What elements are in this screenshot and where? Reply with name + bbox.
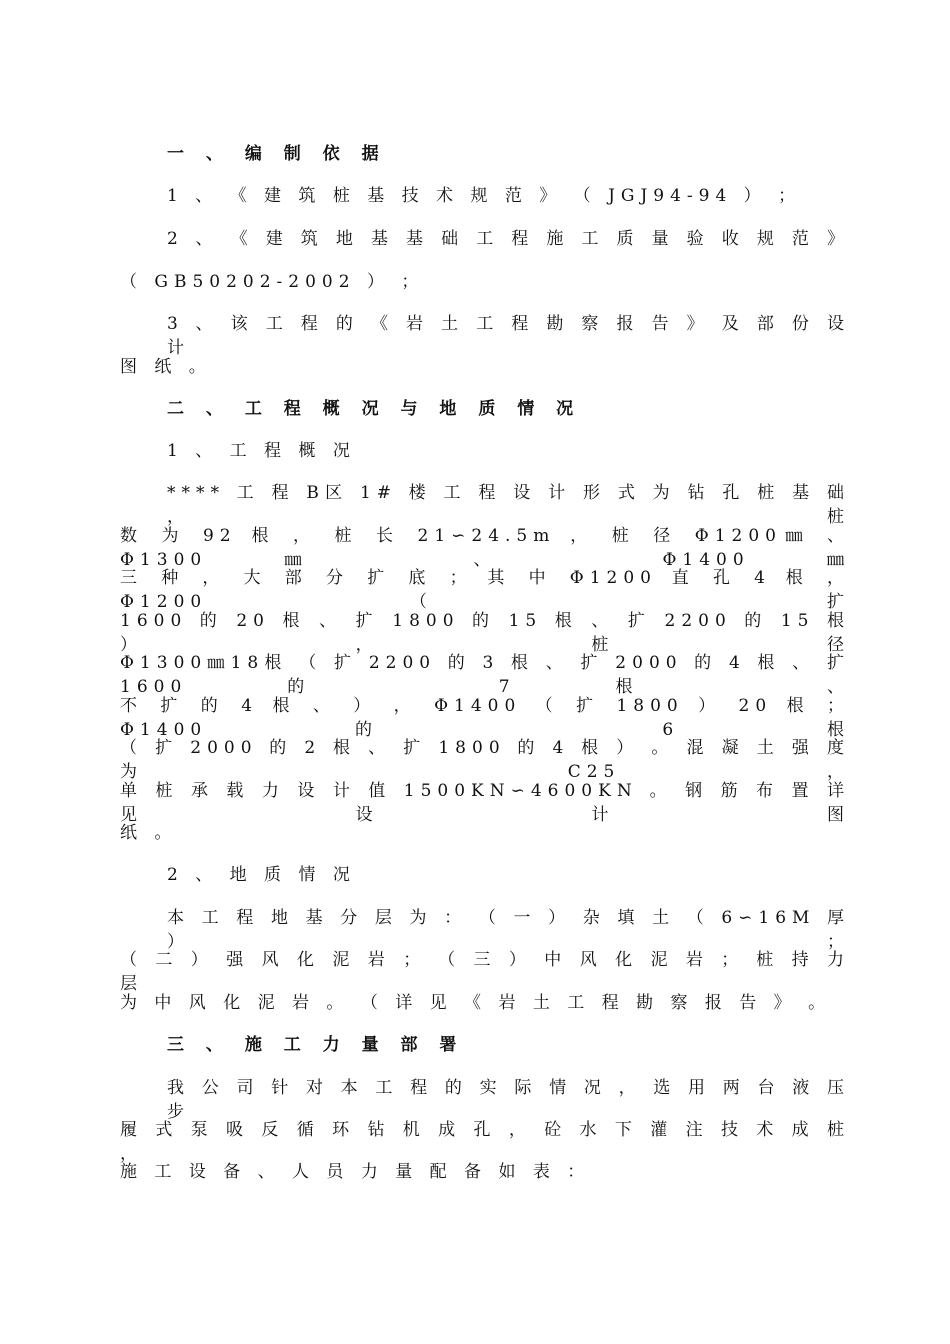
project-paragraph-line: （ 扩 2000 的 2 根 、 扩 1800 的 4 根 ） 。 混 凝 土 强 度 为 C25， <box>120 738 850 782</box>
project-paragraph-line: 单 桩 承 载 力 设 计 值 1500KN∽4600KN 。 钢 筋 布 置 详 见 设 计 图 <box>120 781 850 825</box>
section-heading-2: 二 、 工 程 概 况 与 地 质 情 况 <box>167 399 582 419</box>
project-paragraph-line: Φ1300㎜18根 （ 扩 2200 的 3 根 、 扩 2000 的 4 根 、 扩 1600 的 7 根 、 <box>120 653 850 697</box>
basis-item-3: 3 、 该 工 程 的 《 岩 土 工 程 勘 察 报 告 》 及 部 份 设 计 <box>167 314 850 358</box>
basis-item-3-cont: 图 纸 。 <box>120 357 212 377</box>
project-paragraph-line: 1600 的 20 根 、 扩 1800 的 15 根 、 扩 2200 的 15 根 ） ， 桩 径 <box>120 611 850 655</box>
subsection-heading-geology: 2 、 地 质 情 况 <box>167 865 356 885</box>
basis-item-1: 1 、 《 建 筑 桩 基 技 术 规 范 》 （ JGJ94-94 ） ； <box>167 186 802 206</box>
geology-paragraph-line: 为 中 风 化 泥 岩 。 （ 详 见 《 岩 土 工 程 勘 察 报 告 》 。 <box>120 993 832 1013</box>
basis-item-2: 2 、 《 建 筑 地 基 基 础 工 程 施 工 质 量 验 收 规 范 》 <box>167 229 850 249</box>
project-paragraph-line: 三 种 ， 大 部 分 扩 底 ； 其 中 Φ1200 直 孔 4 根 ， Φ1200 （ 扩 <box>120 568 850 612</box>
section-heading-1: 一 、 编 制 依 据 <box>167 144 387 164</box>
basis-item-2-cont: （ GB50202-2002 ） ； <box>120 272 425 292</box>
deployment-paragraph-line: 履 式 泵 吸 反 循 环 钻 机 成 孔 ， 砼 水 下 灌 注 技 术 成 桩 ， <box>120 1120 850 1164</box>
section-heading-3: 三 、 施 工 力 量 部 署 <box>167 1035 465 1055</box>
geology-paragraph-line: 本 工 程 地 基 分 层 为 ： （ 一 ） 杂 填 土 （ 6∽16M 厚 ）； <box>167 908 850 952</box>
deployment-paragraph-line: 我 公 司 针 对 本 工 程 的 实 际 情 况 ， 选 用 两 台 液 压 步 <box>167 1078 850 1122</box>
project-paragraph-line: 数 为 92 根 ， 桩 长 21∽24.5m ， 桩 径 Φ1200㎜ 、 Φ1300㎜ 、 Φ1400㎜ <box>120 526 850 570</box>
project-paragraph-line: 不 扩 的 4 根 、 ） ， Φ1400 （ 扩 1800 ） 20 根 ； Φ1400 的 6 根 <box>120 696 850 740</box>
subsection-heading-project: 1 、 工 程 概 况 <box>167 441 356 461</box>
geology-paragraph-line: （ 二 ） 强 风 化 泥 岩 ； （ 三 ） 中 风 化 泥 岩 ； 桩 持 力 层 <box>120 950 850 994</box>
project-paragraph-line: 纸 。 <box>120 823 178 843</box>
deployment-paragraph-line: 施 工 设 备 、 人 员 力 量 配 备 如 表 ： <box>120 1162 591 1182</box>
project-paragraph-line: **** 工 程 B区 1# 楼 工 程 设 计 形 式 为 钻 孔 桩 基 础 ， 桩 <box>167 483 850 527</box>
